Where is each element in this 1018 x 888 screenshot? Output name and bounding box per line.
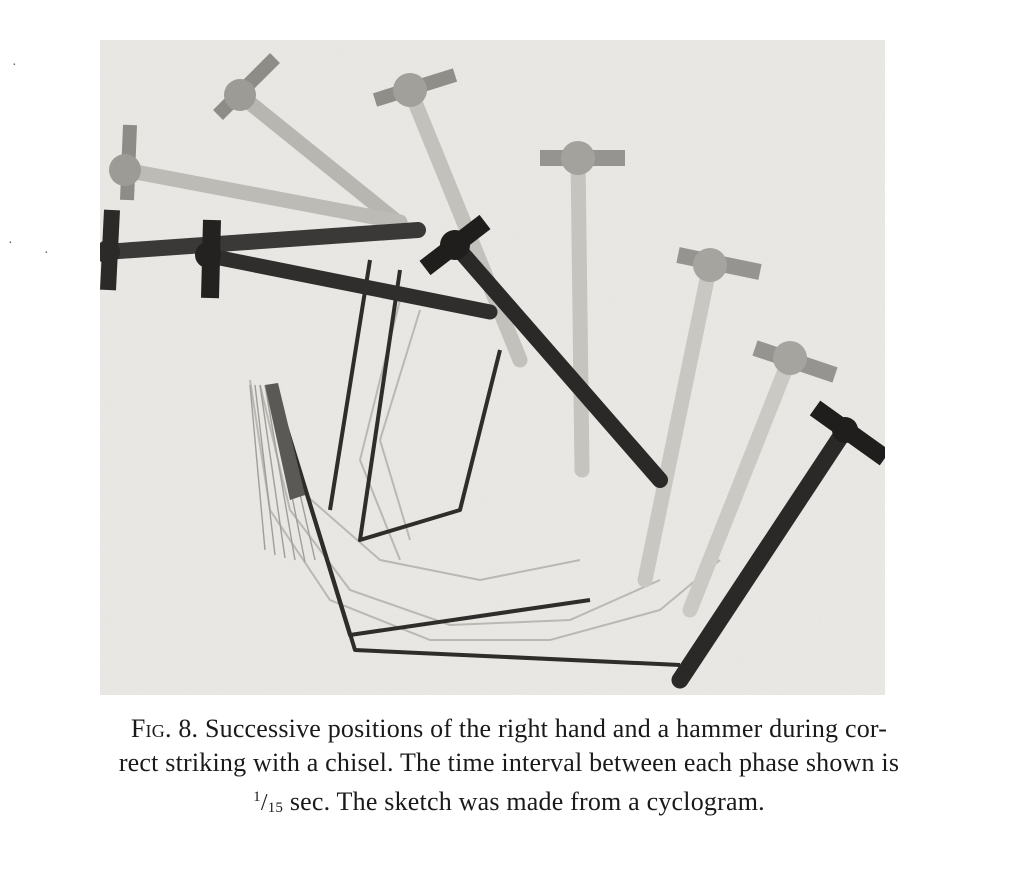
figure-label: Fig. 8. (130, 714, 199, 743)
figure-caption (30, 712, 988, 825)
fraction-denominator: 15 (267, 800, 284, 816)
fraction-slash: / (260, 790, 268, 816)
scan-speck: · (44, 246, 49, 261)
caption-line-3 (30, 780, 988, 825)
scan-speck: · (8, 236, 13, 251)
caption-line-1 (30, 712, 988, 746)
fraction-numerator: 1 (253, 789, 261, 805)
caption-text-3: sec. The sketch was made from a cyclogram. (289, 787, 765, 816)
caption-text-1: Successive positions of the right hand and a hammer during cor- (204, 714, 888, 743)
caption-line-2: rect striking with a chisel. The time interval between each phase shown is (118, 748, 900, 777)
scan-speck: · (12, 58, 17, 73)
hammer-cyclogram-figure (100, 40, 885, 695)
photo-grain (100, 40, 885, 695)
